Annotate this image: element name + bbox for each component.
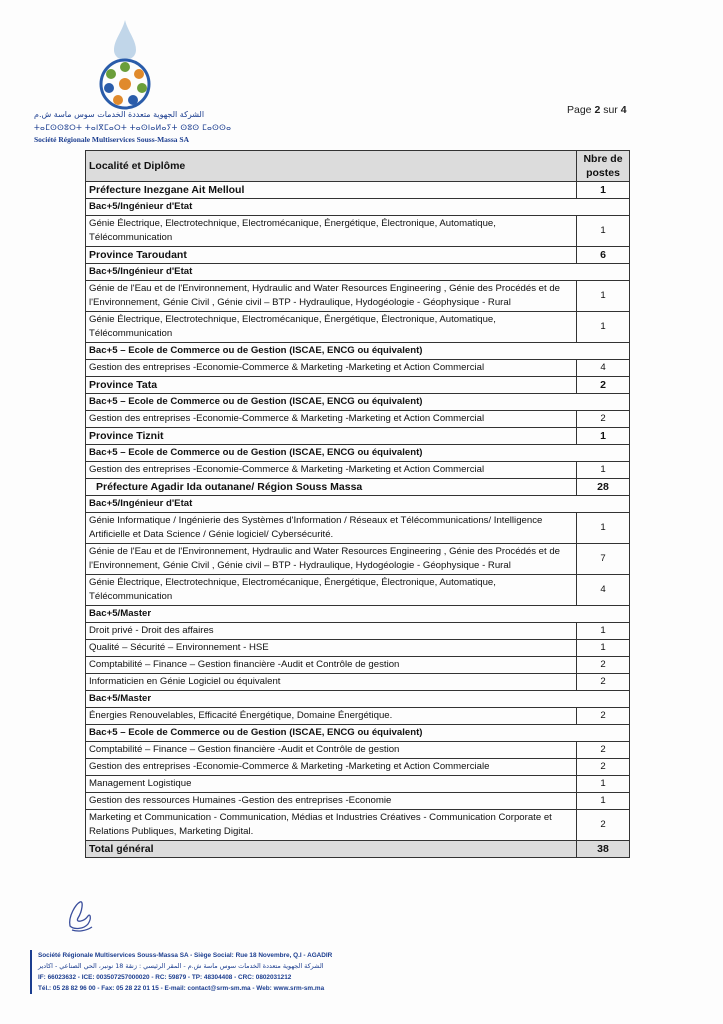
specialty-row-count: 2 bbox=[577, 674, 630, 691]
specialty-row-count: 1 bbox=[577, 793, 630, 810]
specialty-row bbox=[86, 623, 630, 640]
specialty-row bbox=[86, 708, 630, 725]
specialty-row-label: Génie de l'Eau et de l'Environnement, Hydraulic and Water Resources Engineering , Génie des Procédés et de l'Environnement, Génie Civil , Génie civil – BTP - Hydraulique, Hydogéologie - Géophysique - Rural bbox=[86, 281, 577, 312]
specialty-row bbox=[86, 411, 630, 428]
specialty-row-label: Gestion des entreprises -Economie-Commerce & Marketing -Marketing et Action Commercial bbox=[86, 462, 577, 479]
locality-row-count: 2 bbox=[577, 377, 630, 394]
diploma-row bbox=[86, 496, 630, 513]
specialty-row-count: 2 bbox=[577, 810, 630, 841]
diploma-row-label: Bac+5/Ingénieur d'Etat bbox=[86, 264, 630, 281]
specialty-row bbox=[86, 312, 630, 343]
diploma-row-label: Bac+5 – Ecole de Commerce ou de Gestion (ISCAE, ENCG ou équivalent) bbox=[86, 445, 630, 462]
specialty-row bbox=[86, 793, 630, 810]
locality-row bbox=[86, 479, 630, 496]
specialty-row bbox=[86, 759, 630, 776]
specialty-row-label: Gestion des entreprises -Economie-Commerce & Marketing -Marketing et Action Commercial bbox=[86, 411, 577, 428]
total-row bbox=[86, 841, 630, 858]
locality-row bbox=[86, 247, 630, 264]
specialty-row-count: 1 bbox=[577, 281, 630, 312]
diploma-row bbox=[86, 691, 630, 708]
specialty-row-label: Génie Électrique, Electrotechnique, Electromécanique, Énergétique, Électronique, Automatique, Télécommunication bbox=[86, 216, 577, 247]
locality-row bbox=[86, 377, 630, 394]
diploma-row bbox=[86, 725, 630, 742]
locality-row-count: 28 bbox=[577, 479, 630, 496]
diploma-row-label: Bac+5/Ingénieur d'Etat bbox=[86, 199, 630, 216]
specialty-row-label: Génie Électrique, Electrotechnique, Electromécanique, Énergétique, Électronique, Automatique, Télécommunication bbox=[86, 312, 577, 343]
organization-name-arabic: الشركة الجهوية متعددة الخدمات سوس ماسة ش.م bbox=[34, 110, 205, 119]
diploma-row bbox=[86, 394, 630, 411]
specialty-row-count: 2 bbox=[577, 742, 630, 759]
specialty-row-count: 4 bbox=[577, 575, 630, 606]
specialty-row-label: Comptabilité – Finance – Gestion financière -Audit et Contrôle de gestion bbox=[86, 657, 577, 674]
footer-line-1: Société Régionale Multiservices Souss-Massa SA - Siège Social: Rue 18 Novembre, Q.I - AGADIR bbox=[38, 952, 333, 959]
specialty-row-label: Comptabilité – Finance – Gestion financière -Audit et Contrôle de gestion bbox=[86, 742, 577, 759]
specialty-row-label: Droit privé - Droit des affaires bbox=[86, 623, 577, 640]
specialty-row bbox=[86, 810, 630, 841]
locality-row-label: Province Tata bbox=[86, 377, 577, 394]
specialty-row-count: 7 bbox=[577, 544, 630, 575]
diploma-row bbox=[86, 264, 630, 281]
specialty-row-count: 1 bbox=[577, 623, 630, 640]
footer-line-3: IF: 66023632 - ICE: 003507257000020 - RC: 59879 - TP: 48304408 - CRC: 0802031212 bbox=[38, 974, 292, 981]
specialty-row-label: Énergies Renouvelables, Efficacité Énergétique, Domaine Énergétique. bbox=[86, 708, 577, 725]
total-row-label: Total général bbox=[86, 841, 577, 858]
srm-logo-icon bbox=[88, 18, 163, 113]
diploma-row-label: Bac+5/Ingénieur d'Etat bbox=[86, 496, 630, 513]
table-header bbox=[86, 151, 630, 182]
specialty-row-label: Gestion des entreprises -Economie-Commerce & Marketing -Marketing et Action Commerciale bbox=[86, 759, 577, 776]
locality-row-label: Préfecture Agadir Ida outanane/ Région Souss Massa bbox=[86, 479, 577, 496]
specialty-row-label: Gestion des ressources Humaines -Gestion des entreprises -Economie bbox=[86, 793, 577, 810]
diploma-row-label: Bac+5 – Ecole de Commerce ou de Gestion (ISCAE, ENCG ou équivalent) bbox=[86, 343, 630, 360]
specialty-row bbox=[86, 742, 630, 759]
specialty-row-count: 1 bbox=[577, 776, 630, 793]
organization-name-tifinagh: ⵜⴰⵎⵙⵙⵓⵔⵜ ⵜⴰⵏⴳⵎⴰⵔⵜ ⵜⴰⵙⵏⴰⵍⴰⵢⵜ ⵙⵓⵙ ⵎⴰⵙⵙⴰ bbox=[34, 123, 232, 132]
total-row-count: 38 bbox=[577, 841, 630, 858]
locality-row bbox=[86, 182, 630, 199]
specialty-row-label: Management Logistique bbox=[86, 776, 577, 793]
locality-row-count: 1 bbox=[577, 182, 630, 199]
specialty-row-count: 2 bbox=[577, 411, 630, 428]
specialty-row-label: Génie Électrique, Electrotechnique, Electromécanique, Énergétique, Électronique, Automatique, Télécommunication bbox=[86, 575, 577, 606]
diploma-row-label: Bac+5 – Ecole de Commerce ou de Gestion (ISCAE, ENCG ou équivalent) bbox=[86, 725, 630, 742]
specialty-row bbox=[86, 674, 630, 691]
specialty-row-count: 2 bbox=[577, 708, 630, 725]
locality-row-label: Préfecture Inezgane Ait Melloul bbox=[86, 182, 577, 199]
footer bbox=[30, 950, 558, 994]
diploma-row-label: Bac+5 – Ecole de Commerce ou de Gestion (ISCAE, ENCG ou équivalent) bbox=[86, 394, 630, 411]
organization-name-french: Société Régionale Multiservices Souss-Massa SA bbox=[34, 135, 189, 144]
specialty-row bbox=[86, 216, 630, 247]
specialty-row-label: Génie de l'Eau et de l'Environnement, Hydraulic and Water Resources Engineering , Génie des Procédés et de l'Environnement, Génie Civil , Génie civil – BTP - Hydraulique, Hydogéologie - Géophysique - Rural bbox=[86, 544, 577, 575]
signature-icon bbox=[62, 896, 100, 936]
specialty-row bbox=[86, 360, 630, 377]
diploma-row bbox=[86, 343, 630, 360]
specialty-row-count: 1 bbox=[577, 640, 630, 657]
specialty-row-count: 1 bbox=[577, 216, 630, 247]
locality-row-count: 6 bbox=[577, 247, 630, 264]
specialty-row-count: 4 bbox=[577, 360, 630, 377]
diploma-row bbox=[86, 199, 630, 216]
page-number: Page 2 sur 4 bbox=[567, 104, 627, 116]
specialty-row bbox=[86, 281, 630, 312]
specialty-row bbox=[86, 513, 630, 544]
footer-line-4: Tél.: 05 28 82 96 00 - Fax: 05 28 22 01 15 - E-mail: contact@srm-sm.ma - Web: www.srm-sm.ma bbox=[38, 985, 325, 992]
specialty-row bbox=[86, 462, 630, 479]
table-header-label: Localité et Diplôme bbox=[86, 151, 577, 182]
specialty-row-label: Génie Informatique / Ingénierie des Systèmes d'Information / Réseaux et Télécommunications/ Intelligence Artificielle et Data Science / Génie logiciel/ Cybersécurité. bbox=[86, 513, 577, 544]
specialty-row-count: 2 bbox=[577, 759, 630, 776]
diploma-row bbox=[86, 606, 630, 623]
specialty-row-label: Informaticien en Génie Logiciel ou équivalent bbox=[86, 674, 577, 691]
specialty-row-label: Marketing et Communication - Communication, Médias et Industries Créatives - Communication Corporate et Relations Publiques, Marketing Digital. bbox=[86, 810, 577, 841]
specialty-row bbox=[86, 544, 630, 575]
footer-line-2: الشركة الجهوية متعددة الخدمات سوس ماسة ش.م - المقر الرئيسي : زنقة 18 نونبر، الحي الصناعي - اكادير bbox=[38, 962, 324, 970]
specialty-row bbox=[86, 776, 630, 793]
specialty-row-label: Qualité – Sécurité – Environnement - HSE bbox=[86, 640, 577, 657]
specialty-row-count: 2 bbox=[577, 657, 630, 674]
locality-row bbox=[86, 428, 630, 445]
diploma-row-label: Bac+5/Master bbox=[86, 691, 630, 708]
specialty-row bbox=[86, 575, 630, 606]
specialty-row bbox=[86, 657, 630, 674]
specialty-row bbox=[86, 640, 630, 657]
locality-row-count: 1 bbox=[577, 428, 630, 445]
specialty-row-label: Gestion des entreprises -Economie-Commerce & Marketing -Marketing et Action Commercial bbox=[86, 360, 577, 377]
locality-row-label: Province Taroudant bbox=[86, 247, 577, 264]
table-header-count: Nbre de postes bbox=[577, 151, 630, 182]
diploma-row-label: Bac+5/Master bbox=[86, 606, 630, 623]
specialty-row-count: 1 bbox=[577, 462, 630, 479]
positions-table bbox=[85, 150, 630, 858]
locality-row-label: Province Tiznit bbox=[86, 428, 577, 445]
diploma-row bbox=[86, 445, 630, 462]
specialty-row-count: 1 bbox=[577, 513, 630, 544]
specialty-row-count: 1 bbox=[577, 312, 630, 343]
